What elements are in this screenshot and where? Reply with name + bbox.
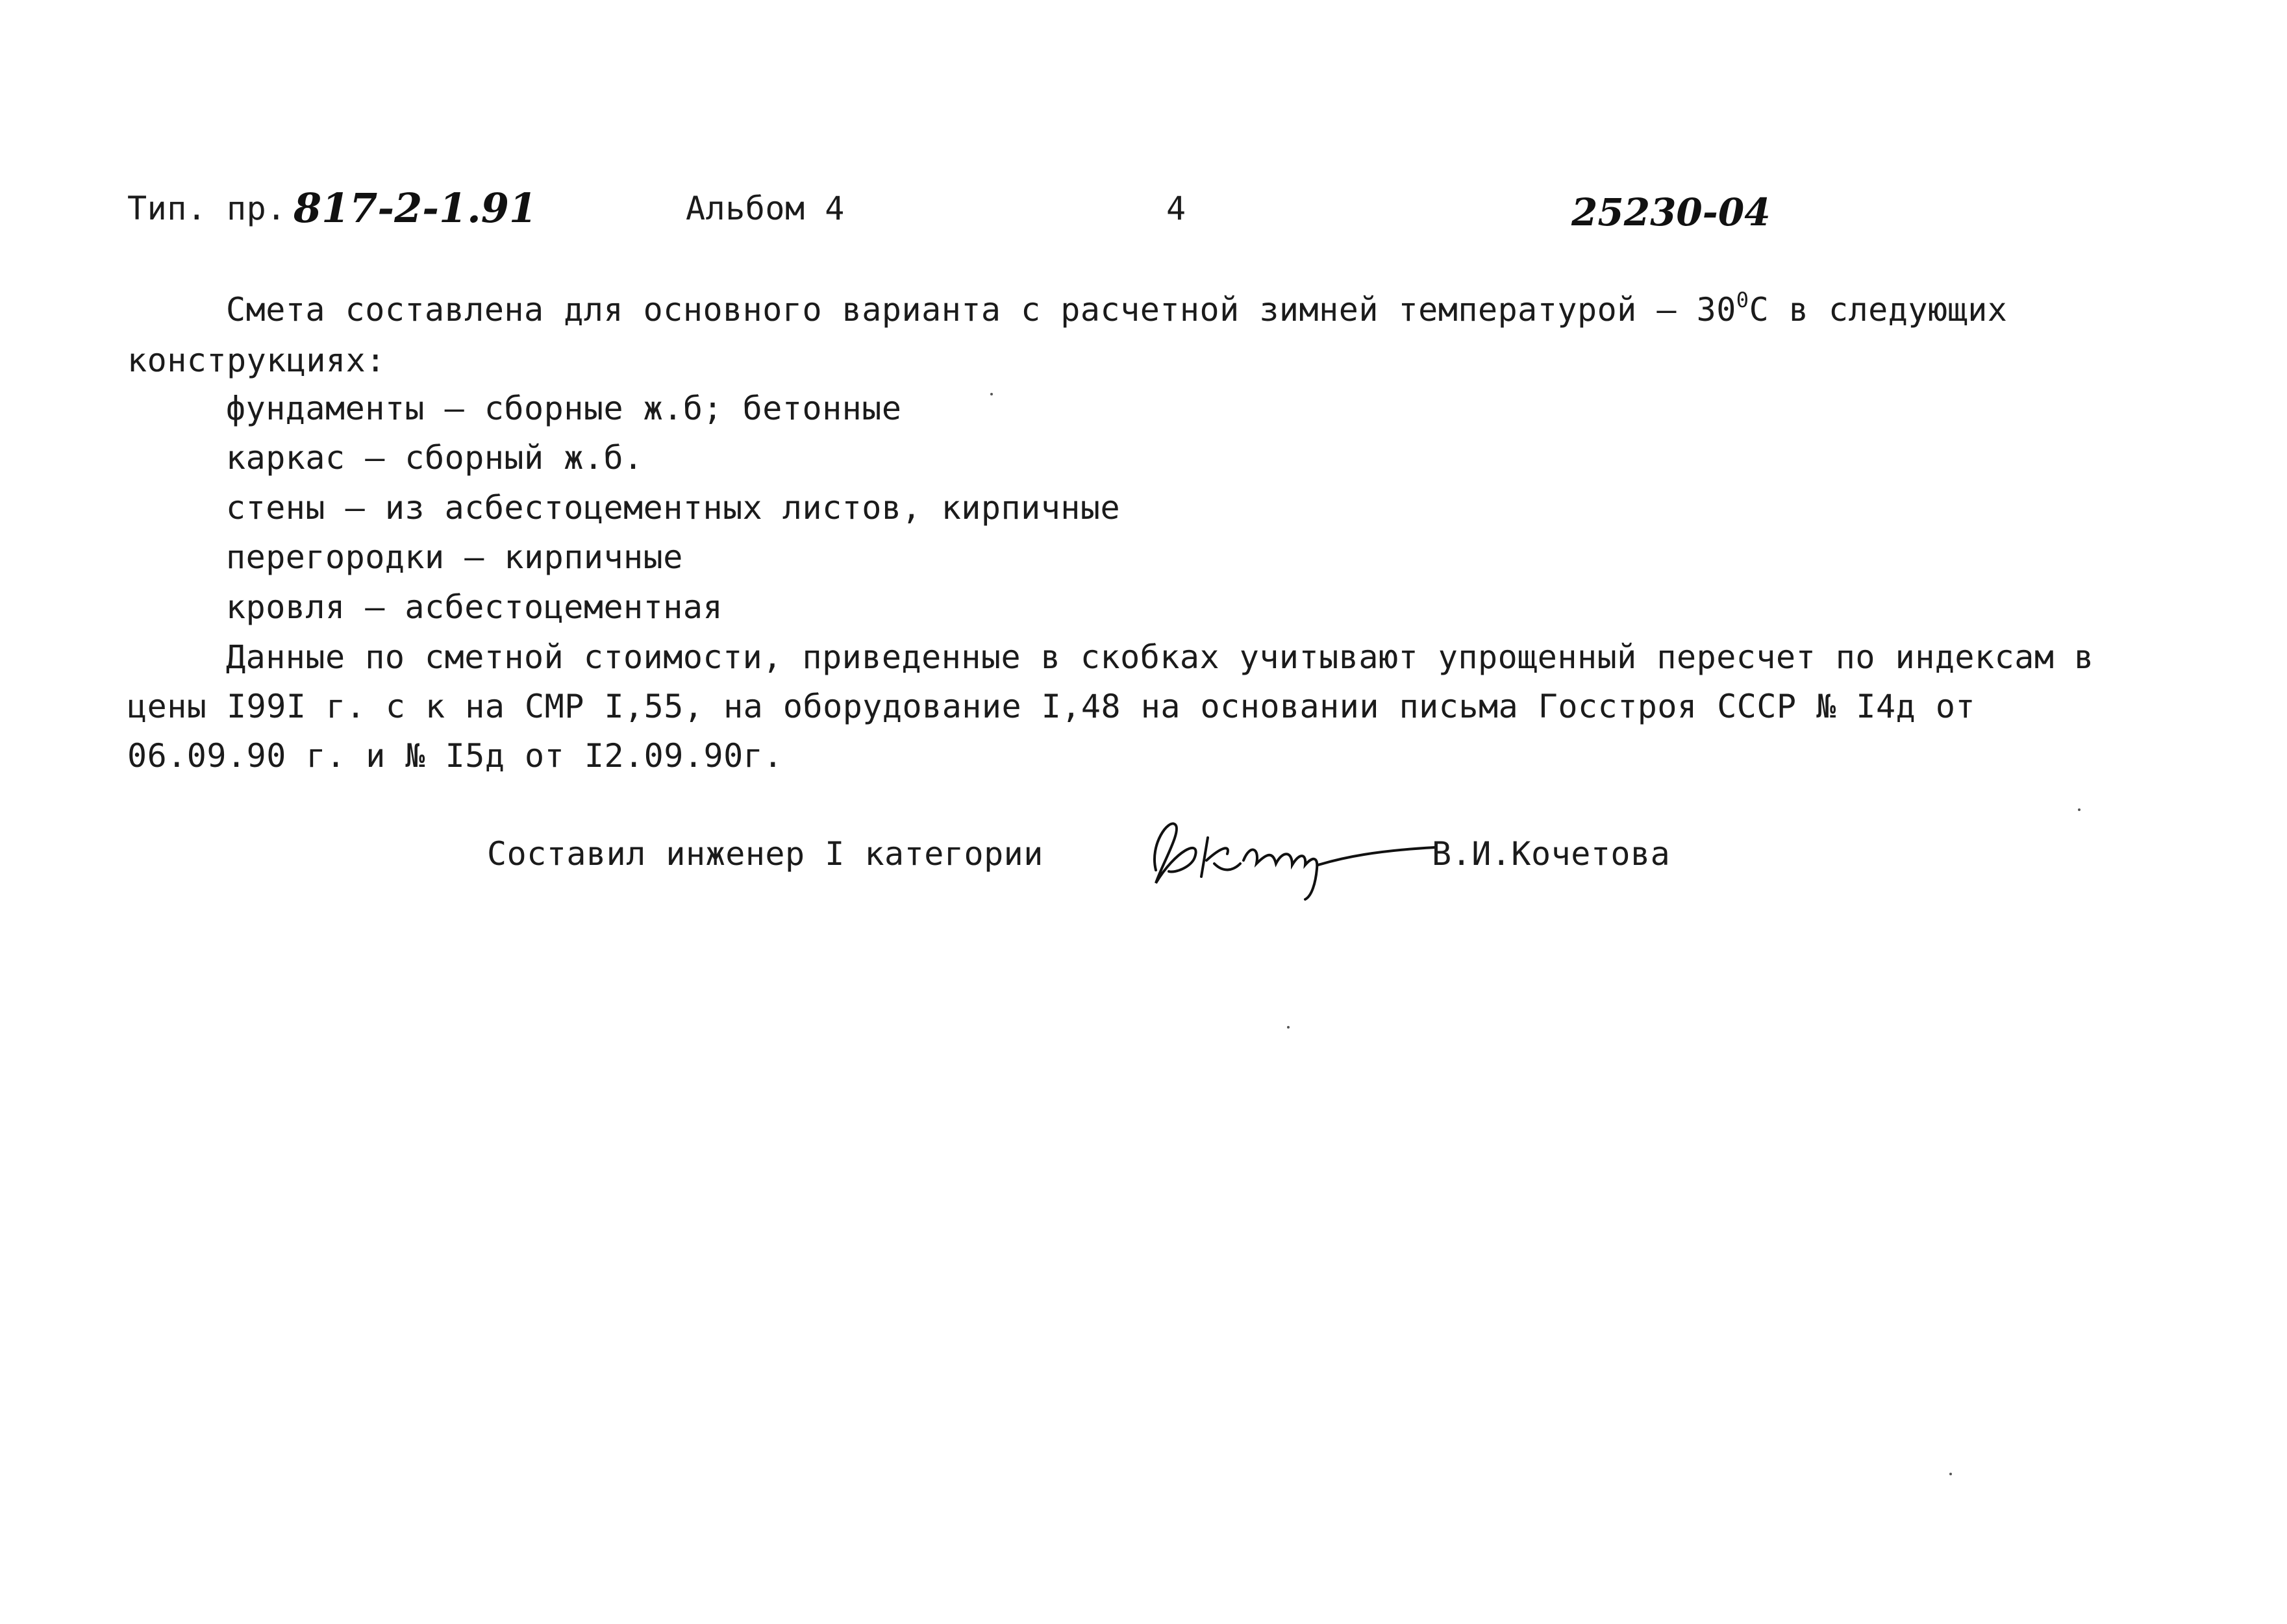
intro-line-1-part-2: С в следующих [1749,291,2008,329]
handwritten-signature [1130,792,1442,903]
scan-speck [1287,1026,1290,1029]
list-item: перегородки – кирпичные [226,538,683,576]
scan-speck [2078,808,2081,811]
price-note-line-1: Данные по сметной стоимости, приведенные в скобках учитывают упрощенный пересчет по индексам в [226,638,2094,676]
type-project-prefix: Тип. пр. [127,190,286,227]
intro-line-1 [226,288,2008,329]
intro-line-1-part-1: Смета составлена для основного варианта с расчетной зимней температурой – 30 [226,291,1736,329]
scan-speck [1949,1473,1952,1475]
scan-speck [990,393,993,395]
compiler-name: В.И.Кочетова [1432,835,1671,873]
list-item: стены – из асбестоцементных листов, кирпичные [226,489,1121,527]
album-label: Альбом 4 [686,190,845,227]
project-number: 817-2-1.91 [294,184,538,232]
degree-mark: 0 [1736,288,1749,312]
price-note-line-3: 06.09.90 г. и № I5д от I2.09.90г. [127,737,783,775]
intro-line-2: конструкциях: [127,342,386,379]
price-note-line-2: цены I99I г. с к на СМР I,55, на оборудование I,48 на основании письма Госстроя СССР № I4д от [127,688,1976,725]
compiled-by-label: Составил инженер I категории [487,835,1044,873]
list-item: каркас – сборный ж.б. [226,439,644,477]
list-item: фундаменты – сборные ж.б; бетонные [226,390,902,427]
document-code: 25230-04 [1571,190,1771,234]
page-number: 4 [1166,190,1186,227]
list-item: кровля – асбестоцементная [226,588,723,626]
